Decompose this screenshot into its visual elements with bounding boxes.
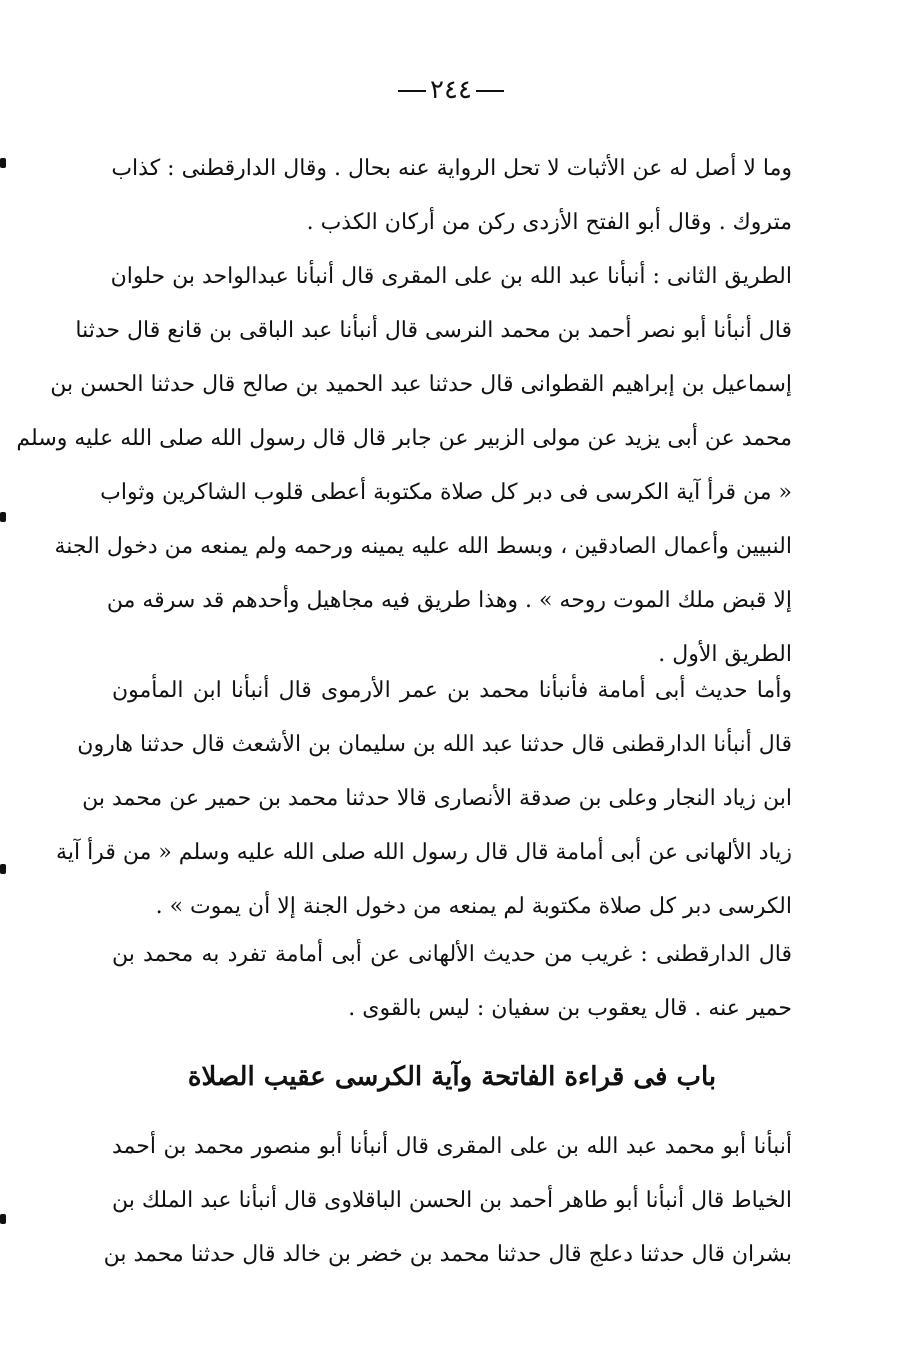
- text-line: الطريق الأول .: [658, 642, 792, 667]
- paragraph-4: [112, 928, 792, 1036]
- page-number-text: ٢٤٤: [430, 75, 472, 105]
- paragraph-5: [103, 1120, 792, 1282]
- paragraph-3: [56, 664, 792, 934]
- margin-mark: [0, 512, 6, 522]
- text-line: بشران قال حدثنا دعلج قال حدثنا محمد بن خضر بن خالد قال حدثنا محمد بن: [103, 1242, 792, 1267]
- text-line: النبيين وأعمال الصادقين ، وبسط الله عليه يمينه ورحمه ولم يمنعه من دخول الجنة: [54, 534, 792, 559]
- text-line: الكرسى دبر كل صلاة مكتوبة لم يمنعه من دخول الجنة إلا أن يموت » .: [155, 894, 792, 919]
- page-number: [0, 70, 902, 110]
- paragraph-1: [112, 142, 792, 250]
- text-line: إلا قبض ملك الموت روحه » . وهذا طريق فيه مجاهيل وأحدهم قد سرقه من: [106, 588, 792, 613]
- text-line: قال أنبأنا الدارقطنى قال حدثنا عبد الله بن سليمان بن الأشعث قال حدثنا هارون: [77, 732, 792, 757]
- text-line: وما لا أصل له عن الأثبات لا تحل الرواية عنه بحال . وقال الدارقطنى : كذاب: [111, 156, 792, 181]
- section-heading: باب فى قراءة الفاتحة وآية الكرسى عقيب الصلاة: [187, 1062, 717, 1092]
- text-line: وأما حديث أبى أمامة فأنبأنا محمد بن عمر الأرموى قال أنبأنا ابن المأمون: [112, 678, 792, 703]
- paragraph-2: [16, 250, 792, 682]
- text-line: أنبأنا أبو محمد عبد الله بن على المقرى قال أنبأنا أبو منصور محمد بن أحمد: [112, 1134, 792, 1159]
- text-line: إسماعيل بن إبراهيم القطوانى قال حدثنا عبد الحميد بن صالح قال حدثنا الحسن بن: [50, 372, 792, 397]
- page-number-dash-right: [476, 90, 504, 92]
- text-line: زياد الألهانى عن أبى أمامة قال قال رسول الله صلى الله عليه وسلم « من قرأ آية: [56, 840, 792, 865]
- text-line: الخياط قال أنبأنا أبو طاهر أحمد بن الحسن الباقلاوى قال أنبأنا عبد الملك بن: [112, 1188, 792, 1213]
- margin-mark: [0, 864, 6, 874]
- text-line: ابن زياد النجار وعلى بن صدقة الأنصارى قالا حدثنا محمد بن حمير عن محمد بن: [82, 786, 792, 811]
- text-line: حمير عنه . قال يعقوب بن سفيان : ليس بالقوى .: [348, 996, 792, 1021]
- text-line: قال أنبأنا أبو نصر أحمد بن محمد النرسى قال أنبأنا عبد الباقى بن قانع قال حدثنا: [75, 318, 792, 343]
- text-line: قال الدارقطنى : غريب من حديث الألهانى عن أبى أمامة تفرد به محمد بن: [112, 942, 792, 967]
- text-line: متروك . وقال أبو الفتح الأزدى ركن من أركان الكذب .: [306, 210, 792, 235]
- margin-mark: [0, 1214, 6, 1224]
- page-number-dash-left: [398, 90, 426, 92]
- text-line: « من قرأ آية الكرسى فى دبر كل صلاة مكتوبة أعطى قلوب الشاكرين وثواب: [100, 480, 792, 505]
- text-line: الطريق الثانى : أنبأنا عبد الله بن على المقرى قال أنبأنا عبدالواحد بن حلوان: [110, 264, 792, 289]
- text-line: محمد عن أبى يزيد عن مولى الزبير عن جابر قال قال رسول الله صلى الله عليه وسلم: [16, 426, 792, 451]
- margin-mark: [0, 158, 6, 168]
